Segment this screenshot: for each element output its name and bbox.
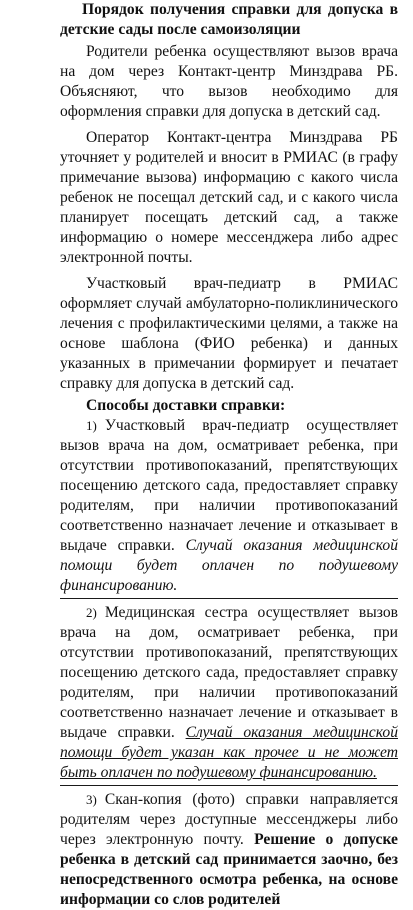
item-number: 1): [86, 418, 97, 433]
item-text: Скан-копия (фото) справки направляется родителям через доступные мессенджеры либо через электронную почту.: [60, 791, 398, 848]
paragraph-operator: Оператор Контакт-центра Минздрава РБ уточняет у родителей и вносит в РМИАС (в графу примечание вызова) информацию с какого числа ребенок не посещал детский сад, и с какого числа планирует посещать детский сад, а также информацию о номере мессенджера либо адрес электронной почты.: [60, 129, 398, 266]
delivery-methods-heading: Способы доставки справки:: [86, 397, 286, 414]
delivery-method-item: [60, 603, 398, 786]
paragraph-pediatrician: Участковый врач-педиатр в РМИАС оформляет случай амбулаторно-поликлинического лечения с профилактическими целями, а также на основе шаблона (ФИО ребенка) и данных указанных в примечании формирует и печатает справку для допуска в детский сад.: [60, 275, 398, 392]
item-payment-note: Случай оказания медицинской помощи будет указан как прочее и не может быть оплачен по подушевому финансированию.: [60, 724, 398, 781]
document-title: Порядок получения справки для допуска в детские сады после самоизоляции: [60, 1, 398, 38]
delivery-method-body: [60, 790, 398, 910]
item-payment-note: Случай оказания медицинской помощи будет оплачен по подушевому финансированию.: [60, 537, 398, 594]
delivery-method-body: [60, 416, 398, 596]
delivery-method-item: [60, 790, 398, 910]
item-decision-emphasis: Решение о допуске ребенка в детский сад принимается заочно, без непосредственного осмотра ребенка, на основе информации со слов родителей: [60, 831, 398, 908]
delivery-method-item: [60, 416, 398, 599]
item-text: Участковый врач-педиатр осуществляет вызов врача на дом, осматривает ребенка, при отсутствии противопоказаний, препятствующих посещению детского сада, предоставляет справку родителям, при наличии противопоказаний соответственно назначает лечение и отказывает в выдаче справки.: [60, 417, 398, 554]
paragraph-call-doctor: Родители ребенка осуществляют вызов врача на дом через Контакт-центр Минздрава РБ. Объясняют, что вызов необходимо для оформления справки для допуска в детский сад.: [60, 43, 398, 120]
item-text: Медицинская сестра осуществляет вызов врача на дом, осматривает ребенка, при отсутствии противопоказаний, препятствующих посещению детского сада, предоставляет справку родителям, при наличии противопоказаний соответственно назначает лечение и отказывает в выдаче справки.: [60, 604, 398, 741]
delivery-method-body: [60, 603, 398, 783]
item-number: 2): [86, 605, 97, 620]
item-number: 3): [86, 792, 97, 807]
